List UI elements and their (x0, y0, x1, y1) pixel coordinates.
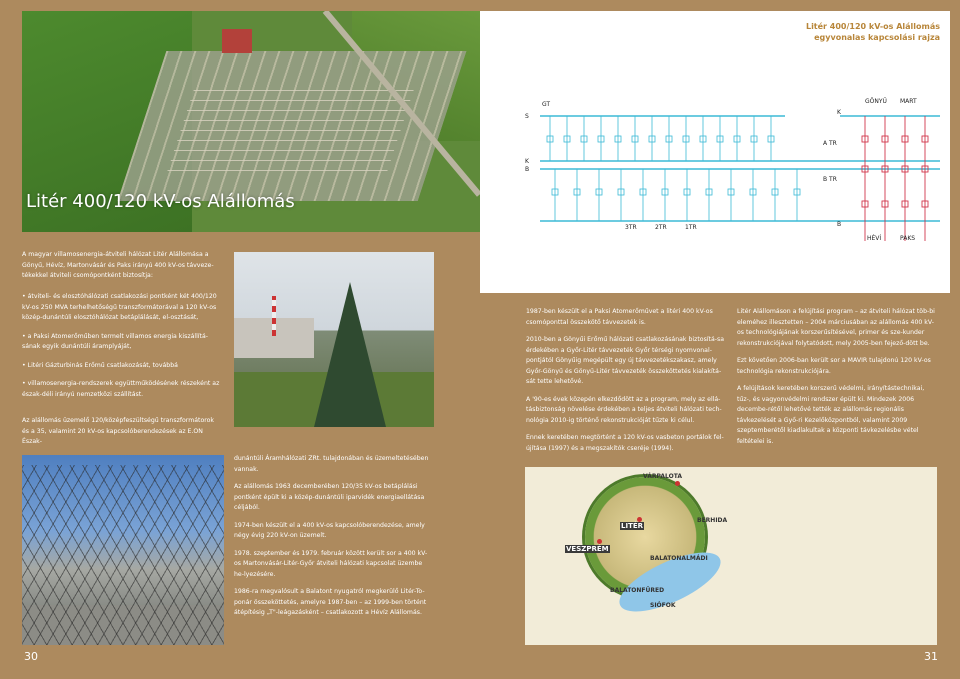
ending-text: Az alállomás üzemelő 120/középfeszültségű transzformátorok és a 35, valamint 20 kV-os kapcsolóberendezések az E.ON Észak- (22, 417, 215, 445)
bullet-item: • a Paksi Atomerőműben termelt villamos energia kiszállítá-sának egyik dunántúli áramplyáját, (22, 332, 208, 350)
map-label-veszprem: VESZPRÉM (566, 545, 609, 553)
map-label-varpalota: VÁRPALOTA (643, 473, 682, 480)
label-s: S (525, 113, 529, 120)
substation-photo (234, 252, 434, 427)
diagram-drawing (480, 11, 950, 293)
label-btr: B TR (823, 176, 837, 183)
label-k-mid: K (525, 158, 529, 165)
region-map (525, 467, 937, 645)
bullet-item: • villamosenergia-rendszerek együttműködésének részeként az észak-déli irányú nemzetközi szállítást. (22, 380, 220, 398)
label-2tr: 2TR (655, 224, 667, 231)
label-gt: GT (542, 101, 551, 108)
label-paks: PAKS (900, 235, 916, 242)
aerial-photo (22, 11, 480, 232)
map-label-berhida: BERHIDA (697, 517, 728, 524)
label-b-mid: B (525, 166, 530, 173)
label-gonyu: GÖNYŰ (865, 98, 887, 105)
bullet-list (22, 292, 222, 408)
label-k-top: K (837, 109, 841, 116)
label-hevi: HÉVÍ (867, 235, 882, 242)
page-number-left: 30 (24, 650, 38, 663)
hero-title: Litér 400/120 kV-os Alállomás (26, 191, 295, 212)
page-number-right: 31 (924, 650, 938, 663)
map-label-balatonalmadi: BALATONALMÁDI (650, 555, 708, 562)
map-label-siofok: SIÓFOK (650, 602, 676, 609)
history-text: dunántúli Áramhálózati ZRt. tulajdonában és üzemeltetésében vannak. Az alállomás 1963 decemberében 120/35 kV-os betáplálási pontként épült ki a közép-dunántúli iparvidék energiaellátása céljából. 1974-ben készült el a 400 kV-os kapcsolóberendezése, amely négy évig 220 kV-on üzemelt. 1978. szeptember és 1979. február között került sor a 400 kV-os Martonvásár-Litér-Győr átviteli hálózati kapcsolat üzembe he-lyezésére. 1986-ra megvalósult a Balatont nyugatról megkerülő Litér-To-ponár összeköttetés, amelyre 1987-ben – az 1999-ben történt átépítésig „T"-leágazásként – csatlakozott a Hévíz Alállomás. (234, 455, 429, 616)
label-b-bot: B (837, 221, 842, 228)
bullet-item: • átviteli- és elosztóhálózati csatlakozási pontként két 400/120 kV-os 250 MVA terhelhetőségű transzformátorával a 120 kV-os közép-dunántúli elosztóhálózat betáplálását, el-osztását, (22, 293, 217, 321)
diagram-title: Litér 400/120 kV-os Alállomás egyvonalas kapcsolási rajza (805, 22, 940, 42)
bullet-item: • Litéri Gázturbinás Erőmű csatlakozását, továbbá (22, 361, 178, 369)
intro-text: A magyar villamosenergia-átviteli hálózat Litér Alállomása a Gönyű, Hévíz, Martonvásár és Paks irányú 400 kV-os távveze-tékekkel átviteli csomópontként biztosítja: (22, 251, 214, 279)
single-line-diagram (480, 11, 950, 293)
map-label-balatonfured: BALATONFÜRED (610, 587, 665, 594)
label-1tr: 1TR (685, 224, 697, 231)
right-column-2: Litér Alállomáson a felújítási program – az átviteli hálózat töb-bi eleméhez illesztetten – 2004 márciusában az alállomás 400 kV-os technológiájának korszerűsítésével, primer és sze-kunder rekonstrukciójával folytatódott, mely 2005-ben fejező-dött be. Ezt követően 2006-ban került sor a MAVIR tulajdonú 120 kV-os technológia rekonstrukciójára. A felújítások keretében korszerű védelmi, irányítástechnikai, tűz-, és vagyonvédelmi rendszer épült ki. Mindezek 2006 decembe-rétől lehetővé tették az alállomás regionális távkezelését a Győ-ri Kezelőközpontból, valamint 2009 szeptemberétől kiadlakultak a központi távkezelésbe vétel feltételei is. (737, 308, 935, 445)
map-label-liter: LITÉR (621, 522, 644, 530)
label-atr: A TR (823, 140, 837, 147)
transformer-photo (22, 455, 224, 645)
right-column-1: 1987-ben készült el a Paksi Atomerőművet a litéri 400 kV-os csomóponttal összekötő távvezeték is. 2010-ben a Gönyűi Erőmű hálózati csatlakozásának biztosítá-sa érdekében a Győr-Litér távvezeték Győr térségi nyomvonal-pontjától Gönyűig megépült egy új távvezetékszakasz, amely Győr-Gönyű és Gönyű-Litér távvezeték összeköttetés kialakítá-sát tette lehetővé. A '90-es évek közepén elkezdődött az a program, mely az ellá-tásbiztonság növelése érdekében a teljes átviteli hálózati tech-nológia 2010-ig történő rekonstrukcióját tűzte ki célul. Ennek keretében megtörtént a 120 kV-os vasbeton portálok fel-újítása (1997) és a megszakítók cseréje (1994). (526, 308, 724, 452)
label-3tr: 3TR (625, 224, 637, 231)
label-mart: MART (900, 98, 917, 105)
